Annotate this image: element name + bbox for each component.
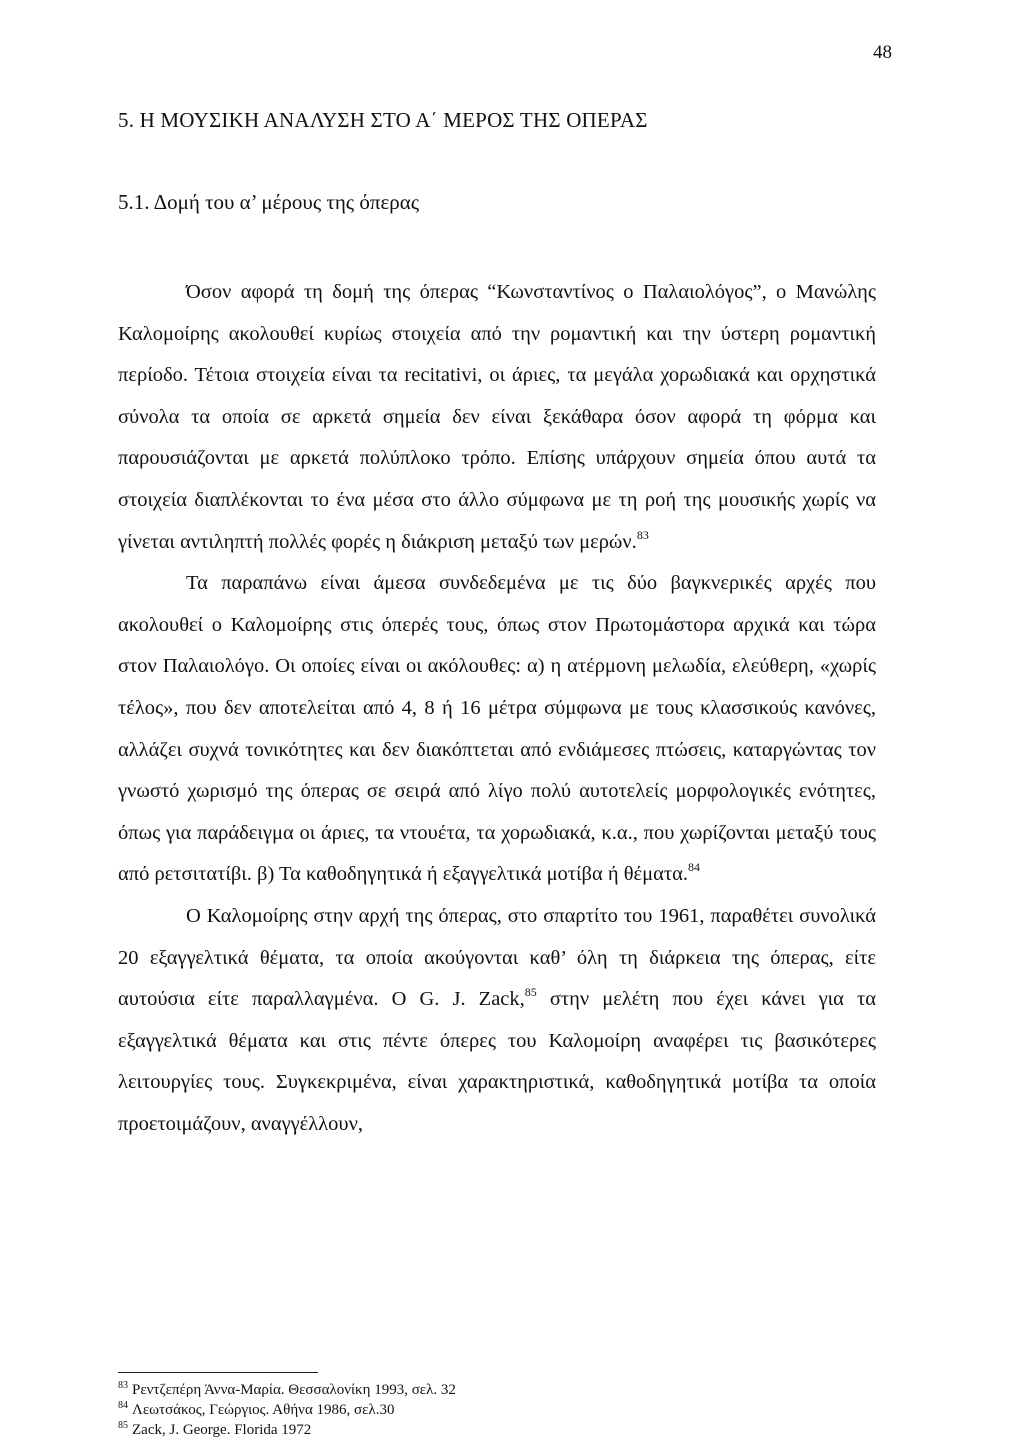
paragraph-text-continued: στην μελέτη που έχει κάνει για τα εξαγγελτικά θέματα και στις πέντε όπερες του Καλομοίρη αναφέρει τις βασικότερες λειτουργίες τους. Συγκεκριμένα, είναι χαρακτηριστικά, καθοδηγητικά μοτίβα τα οποία προετοιμάζουν, αναγγέλλουν,: [118, 988, 876, 1135]
footnote-mark: 85: [118, 1420, 128, 1431]
body-text: [118, 272, 876, 1145]
chapter-title: 5. Η ΜΟΥΣΙΚΗ ΑΝΑΛΥΣΗ ΣΤΟ Α΄ ΜΕΡΟΣ ΤΗΣ ΟΠΕΡΑΣ: [118, 108, 648, 132]
footnote-item: [118, 1380, 818, 1400]
footnote-reference[interactable]: 83: [636, 527, 649, 542]
page-number: 48: [873, 42, 892, 63]
paragraph-1: [118, 272, 876, 563]
footnote-reference[interactable]: 85: [524, 985, 537, 1000]
footnote-text: Zack, J. George. Florida 1972: [132, 1422, 312, 1438]
footnotes: [118, 1380, 818, 1440]
paragraph-2: [118, 563, 876, 896]
paragraph-3: [118, 896, 876, 1146]
paragraph-text: Ο Καλομοίρης στην αρχή της όπερας, στο σπαρτίτο του 1961, παραθέτει συνολικά 20 εξαγγελτικά θέματα, τα οποία ακούγονται καθ’ όλη τη διάρκεια της όπερας, είτε αυτούσια είτε παραλλαγμένα. Ο G. J. Zack,: [118, 904, 876, 1011]
footnote-text: Ρεντζεπέρη Άννα-Μαρία. Θεσσαλονίκη 1993, σελ. 32: [132, 1382, 456, 1398]
footnote-text: Λεωτσάκος, Γεώργιος. Αθήνα 1986, σελ.30: [132, 1402, 395, 1418]
footnote-reference[interactable]: 84: [687, 860, 700, 875]
footnote-item: [118, 1420, 818, 1440]
paragraph-text: Όσον αφορά τη δομή της όπερας “Κωνσταντίνος ο Παλαιολόγος”, ο Μανώλης Καλομοίρης ακολουθεί κυρίως στοιχεία από την ρομαντική και την ύστερη ρομαντική περίοδο. Τέτοια στοιχεία είναι τα recitativi, οι άριες, τα μεγάλα χορωδιακά και ορχηστικά σύνολα τα οποία σε αρκετά σημεία δεν είναι ξεκάθαρα όσον αφορά τη φόρμα και παρουσιάζονται με αρκετά πολύπλοκο τρόπο. Επίσης υπάρχουν σημεία όπου αυτά τα στοιχεία διαπλέκονται το ένα μέσα στο άλλο σύμφωνα με τη ροή της μουσικής χωρίς να γίνεται αντιληπτή πολλές φορές η διάκριση μεταξύ των μερών.: [118, 281, 876, 553]
footnote-mark: 83: [118, 1380, 128, 1391]
footnote-mark: 84: [118, 1400, 128, 1411]
footnote-separator: [118, 1372, 318, 1373]
paragraph-text: Τα παραπάνω είναι άμεσα συνδεδεμένα με τις δύο βαγκνερικές αρχές που ακολουθεί ο Καλομοίρης στις όπερές τους, όπως στον Πρωτομάστορα αρχικά και τώρα στον Παλαιολόγο. Οι οποίες είναι οι ακόλουθες: α) η ατέρμονη μελωδία, ελεύθερη, «χωρίς τέλος», που δεν αποτελείται από 4, 8 ή 16 μέτρα σύμφωνα με τους κλασσικούς κανόνες, αλλάζει συχνά τονικότητες και δεν διακόπτεται από ενδιάμεσες πτώσεις, καταργώντας τον γνωστό χωρισμό της όπερας σε σειρά από λίγο πολύ αυτοτελείς μορφολογικές ενότητες, όπως για παράδειγμα οι άριες, τα ντουέτα, τα χορωδιακά, κ.α., που χωρίζονται μεταξύ τους από ρετσιτατίβι. β) Τα καθοδηγητικά ή εξαγγελτικά μοτίβα ή θέματα.: [118, 572, 876, 886]
section-title: 5.1. Δομή του α’ μέρους της όπερας: [118, 190, 420, 214]
footnote-item: [118, 1400, 818, 1420]
